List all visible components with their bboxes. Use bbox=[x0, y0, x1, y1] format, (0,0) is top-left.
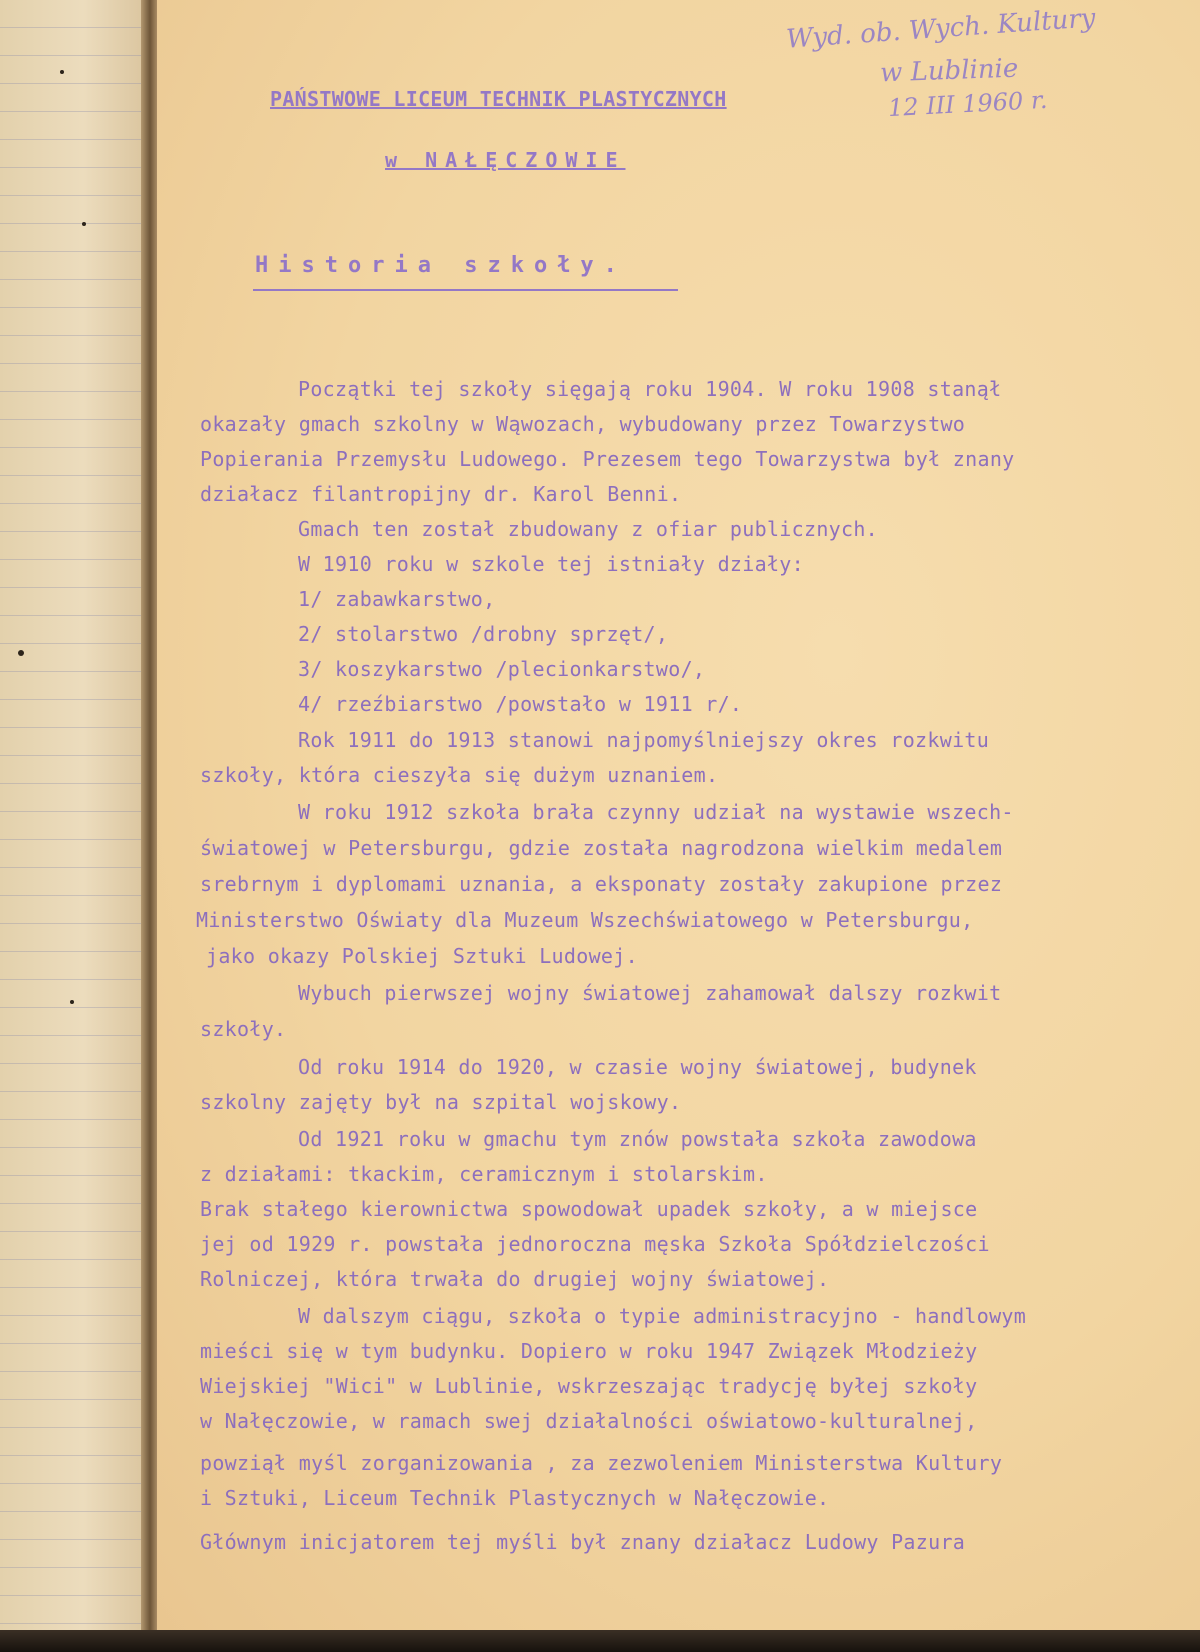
body-line: Rok 1911 do 1913 stanowi najpomyślniejszy okres rozkwitu bbox=[298, 728, 990, 752]
body-line: szkoły. bbox=[200, 1017, 287, 1041]
body-line: W dalszym ciągu, szkoła o typie administracyjno - handlowym bbox=[298, 1304, 1027, 1328]
body-line: Wiejskiej "Wici" w Lublinie, wskrzeszając tradycję byłej szkoły bbox=[200, 1374, 978, 1398]
body-line: 2/ stolarstwo /drobny sprzęt/, bbox=[298, 622, 669, 646]
body-line: szkoły, która cieszyła się dużym uznaniem. bbox=[200, 763, 719, 787]
school-location-heading: w NAŁĘCZOWIE bbox=[385, 148, 626, 172]
body-line: Od roku 1914 do 1920, w czasie wojny światowej, budynek bbox=[298, 1055, 977, 1079]
section-title: Historia szkoły. bbox=[255, 253, 627, 278]
body-line: W roku 1912 szkoła brała czynny udział na wystawie wszech- bbox=[298, 800, 1014, 824]
scanner-edge bbox=[0, 1630, 1200, 1652]
body-line: światowej w Petersburgu, gdzie została nagrodzona wielkim medalem bbox=[200, 836, 1003, 860]
body-line: Popierania Przemysłu Ludowego. Prezesem tego Towarzystwa był znany bbox=[200, 447, 1015, 471]
handwritten-note-line: Wyd. ob. Wych. Kultury bbox=[785, 3, 1097, 55]
body-line: Początki tej szkoły sięgają roku 1904. W roku 1908 stanął bbox=[298, 377, 1002, 401]
body-line: działacz filantropijny dr. Karol Benni. bbox=[200, 482, 682, 506]
handwritten-note-date: 12 III 1960 r. bbox=[887, 85, 1049, 123]
body-line: Brak stałego kierownictwa spowodował upadek szkoły, a w miejsce bbox=[200, 1197, 978, 1221]
body-line: i Sztuki, Liceum Technik Plastycznych w Nałęczowie. bbox=[200, 1486, 830, 1510]
body-line: Rolniczej, która trwała do drugiej wojny światowej. bbox=[200, 1267, 830, 1291]
body-line: Wybuch pierwszej wojny światowej zahamował dalszy rozkwit bbox=[298, 981, 1002, 1005]
body-line: mieści się w tym budynku. Dopiero w roku 1947 Związek Młodzieży bbox=[200, 1339, 978, 1363]
body-line: 1/ zabawkarstwo, bbox=[298, 587, 496, 611]
body-line: okazały gmach szkolny w Wąwozach, wybudowany przez Towarzystwo bbox=[200, 412, 966, 436]
body-line: 3/ koszykarstwo /plecionkarstwo/, bbox=[298, 657, 706, 681]
body-line: jej od 1929 r. powstała jednoroczna męska Szkoła Spółdzielczości bbox=[200, 1232, 990, 1256]
body-line: szkolny zajęty był na szpital wojskowy. bbox=[200, 1090, 682, 1114]
body-line: jako okazy Polskiej Sztuki Ludowej. bbox=[206, 944, 638, 968]
body-line: srebrnym i dyplomami uznania, a eksponaty zostały zakupione przez bbox=[200, 872, 1003, 896]
body-line: Głównym inicjatorem tej myśli był znany działacz Ludowy Pazura bbox=[200, 1530, 966, 1554]
handwritten-note-line: w Lublinie bbox=[879, 53, 1019, 89]
body-line: W 1910 roku w szkole tej istniały działy: bbox=[298, 552, 804, 576]
body-line: powziął myśl zorganizowania , za zezwoleniem Ministerstwa Kultury bbox=[200, 1451, 1003, 1475]
body-line: Od 1921 roku w gmachu tym znów powstała szkoła zawodowa bbox=[298, 1127, 977, 1151]
body-line: z działami: tkackim, ceramicznym i stolarskim. bbox=[200, 1162, 768, 1186]
body-line: Gmach ten został zbudowany z ofiar publicznych. bbox=[298, 517, 879, 541]
body-line: 4/ rzeźbiarstwo /powstało w 1911 r/. bbox=[298, 692, 743, 716]
school-name-heading: PAŃSTWOWE LICEUM TECHNIK PLASTYCZNYCH bbox=[270, 87, 727, 111]
body-line: w Nałęczowie, w ramach swej działalności oświatowo-kulturalnej, bbox=[200, 1409, 978, 1433]
body-line: Ministerstwo Oświaty dla Muzeum Wszechświatowego w Petersburgu, bbox=[196, 908, 974, 932]
